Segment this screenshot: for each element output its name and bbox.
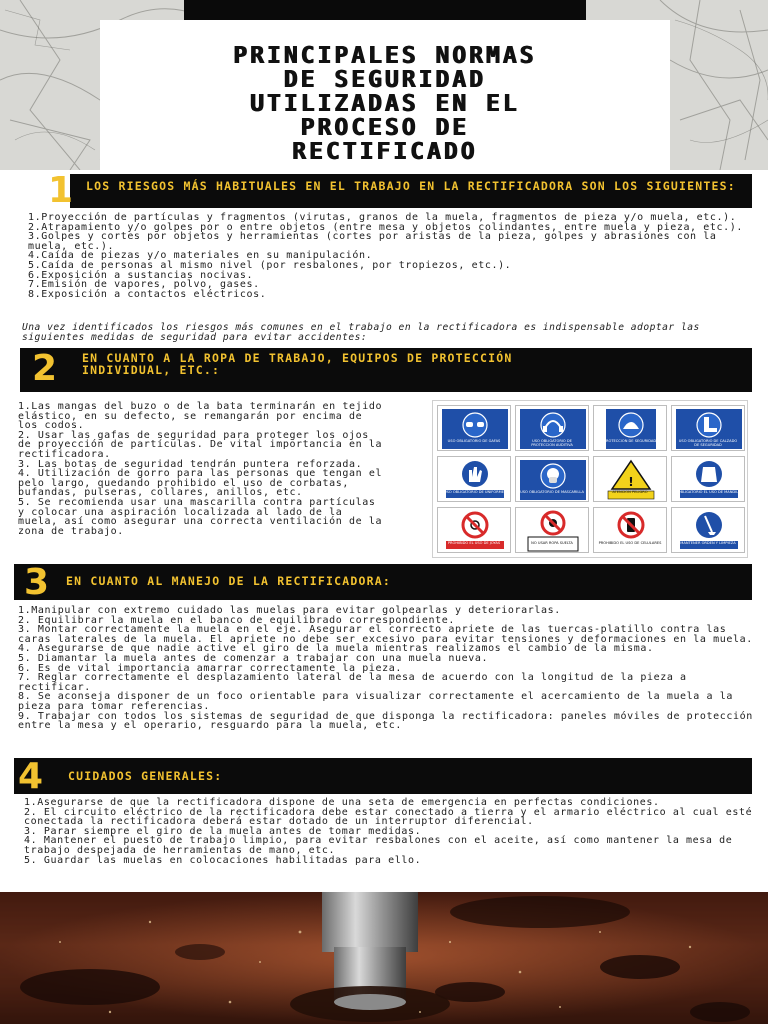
risks-note: Una vez identificados los riesgos más comunes en el trabajo en la rectificadora es indispensable adoptar las siguientes medidas de seguridad para evitar accidentes: [22, 322, 700, 343]
list-item: 7.Emisión de vapores, polvo, gases. [28, 279, 260, 291]
list-item: 4. Mantener el puesto de trabajo limpio, para evitar resbalones con el aceite, así como mantener la mesa de trabajo despejada de herramientas de mano, etc. [24, 835, 733, 856]
cleaning-sign-icon: MANTENER ORDEN Y LIMPIEZA [671, 507, 745, 553]
list-item: 2.Atrapamiento y/o golpes por o entre objetos (entre mesa y objetos colindantes, entre muela y pieza, etc.). [28, 221, 744, 233]
general-care-list [24, 798, 754, 865]
list-item: 2. Usar las gafas de seguridad para proteger los ojos de proyección de partículas. De vital importancia en la rectificadora. [18, 429, 383, 460]
list-item: 3. Parar siempre el giro de la muela antes de tomar medidas. [24, 825, 422, 837]
ppe-list [18, 402, 386, 536]
list-item: 8.Exposición a contactos eléctricos. [28, 288, 267, 300]
list-item: 1.Proyección de partículas y fragmentos (virutas, granos de la muela, fragmentos de pieza y/o muela, etc.). [28, 212, 737, 223]
list-item: 8. Se aconseja disponer de un foco orientable para visualizar correctamente el acercamiento de la muela a la pieza para tomar referencias. [18, 691, 734, 712]
list-item: 6.Exposición a sustancias nocivas. [28, 269, 254, 281]
list-item: 9. Trabajar con todos los sistemas de seguridad de que disponga la rectificadora: paneles móviles de protección entre la mesa y el operario, resguardo para la muela, etc. [18, 710, 753, 732]
svg-text:!: ! [628, 475, 634, 489]
gloves-sign-icon: USO OBLIGATORIO DE UNIFORME [437, 456, 511, 502]
list-item: 3. Las botas de seguridad tendrán puntera reforzada. [18, 458, 363, 470]
section-3-heading: EN CUANTO AL MANEJO DE LA RECTIFICADORA: [66, 574, 391, 588]
grinding-machine-photo [0, 892, 768, 1024]
section-3-number: 3 [24, 562, 50, 603]
boots-sign-icon: USO OBLIGATORIO DE CALZADO DE SEGURIDAD [671, 405, 745, 451]
no-loose-clothing-sign-icon: NO USAR ROPA SUELTA [515, 507, 589, 553]
list-item: 5. Diamantar la muela antes de comenzar a trabajar con una muela nueva. [18, 652, 489, 664]
ear-protection-sign-icon: USO OBLIGATORIO DE PROTECCION AUDITIVA [515, 405, 589, 451]
section-3-header [14, 562, 752, 603]
section-4-header [14, 756, 752, 797]
section-4-heading: CUIDADOS GENERALES: [68, 769, 223, 783]
list-item: 5. Se recomienda usar una mascarilla contra partículas y colocar una aspiración localizada al lado de la muela, así como asegurar una correcta ventilación de la zona de trabajo. [18, 496, 383, 537]
apron-sign-icon: OBLIGATORIO EL USO DE MANDIL [671, 456, 745, 502]
list-item: 4.Caída de piezas y/o materiales en su manipulación. [28, 250, 373, 262]
section-2-number: 2 [32, 348, 58, 389]
page-title: PRINCIPALES NORMAS DE SEGURIDAD UTILIZADAS EN EL PROCESO DE RECTIFICADO [233, 43, 537, 165]
list-item: 3. Montar correctamente la muela en el eje. Asegurar el correcto apriete de las tuercas-platillo contra las caras laterales de la muela. El apriete no debe ser excesivo para evitar tensiones y deformaciones en la muela. [18, 624, 753, 645]
section-4-number: 4 [18, 756, 44, 797]
list-item: 1.Asegurarse de que la rectificadora dispone de una seta de emergencia en perfectas condiciones. [24, 797, 660, 808]
section-1-heading: LOS RIESGOS MÁS HABITUALES EN EL TRABAJO EN LA RECTIFICADORA SON LOS SIGUIENTES: [86, 179, 736, 193]
section-2-header [20, 348, 752, 392]
risks-list [28, 213, 754, 299]
section-1-number: 1 [48, 170, 74, 211]
safety-signs-grid [432, 400, 748, 558]
no-phone-sign-icon: PROHIBIDO EL USO DE CELULARES [593, 507, 667, 553]
warning-sign-icon: ! ATENCION PELIGRO [593, 456, 667, 502]
mask-sign-icon: USO OBLIGATORIO DE MASCARILLA [515, 456, 589, 502]
helmet-sign-icon: PROTECCION DE SEGURIDAD [593, 405, 667, 451]
list-item: 2. Equilibrar la muela en el banco de equilibrado correspondiente. [18, 614, 455, 626]
list-item: 1.Las mangas del buzo o de la bata terminarán en tejido elástico, en su defecto, se remangarán por encima de los codos. [18, 401, 383, 432]
goggles-sign-icon: USO OBLIGATORIO DE GAFAS [437, 405, 511, 451]
section-2-heading: EN CUANTO A LA ROPA DE TRABAJO, EQUIPOS DE PROTECCIÓN INDIVIDUAL, ETC.: [82, 351, 513, 377]
list-item: 5.Caída de personas al mismo nivel (por resbalones, por tropiezos, etc.). [28, 259, 512, 271]
list-item: 4. Utilización de gorro para las personas que tengan el pelo largo, quedando prohibido el uso de corbatas, bufandas, pulseras, collares, anillos, etc. [18, 468, 383, 499]
list-item: 6. Es de vital importancia amarrar correctamente la pieza. [18, 662, 402, 674]
list-item: 7. Reglar correctamente el desplazamiento lateral de la mesa de acuerdo con la longitud de la pieza a rectificar. [18, 672, 687, 693]
list-item: 3.Golpes y cortes por objetos y herramientas (cortes por aristas de la pieza, golpes y abrasiones con la muela, etc.). [28, 231, 717, 252]
machine-handling-list [18, 606, 754, 731]
list-item: 2. El circuito eléctrico de la rectificadora debe estar conectado a tierra y el armario eléctrico al cual esté conectada la rectificadora deberá estar dotado de un interruptor diferencial. [24, 806, 753, 828]
list-item: 5. Guardar las muelas en colocaciones habilitadas para ello. [24, 854, 422, 866]
no-jewelry-sign-icon: PROHIBIDO EL USO DE JOYAS [437, 507, 511, 553]
list-item: 4. Asegurarse de que nadie active el giro de la muela mientras realizamos el cambio de la misma. [18, 643, 654, 655]
section-1-header [48, 170, 752, 211]
list-item: 1.Manipular con extremo cuidado las muelas para evitar golpearlas y deteriorarlas. [18, 605, 561, 616]
